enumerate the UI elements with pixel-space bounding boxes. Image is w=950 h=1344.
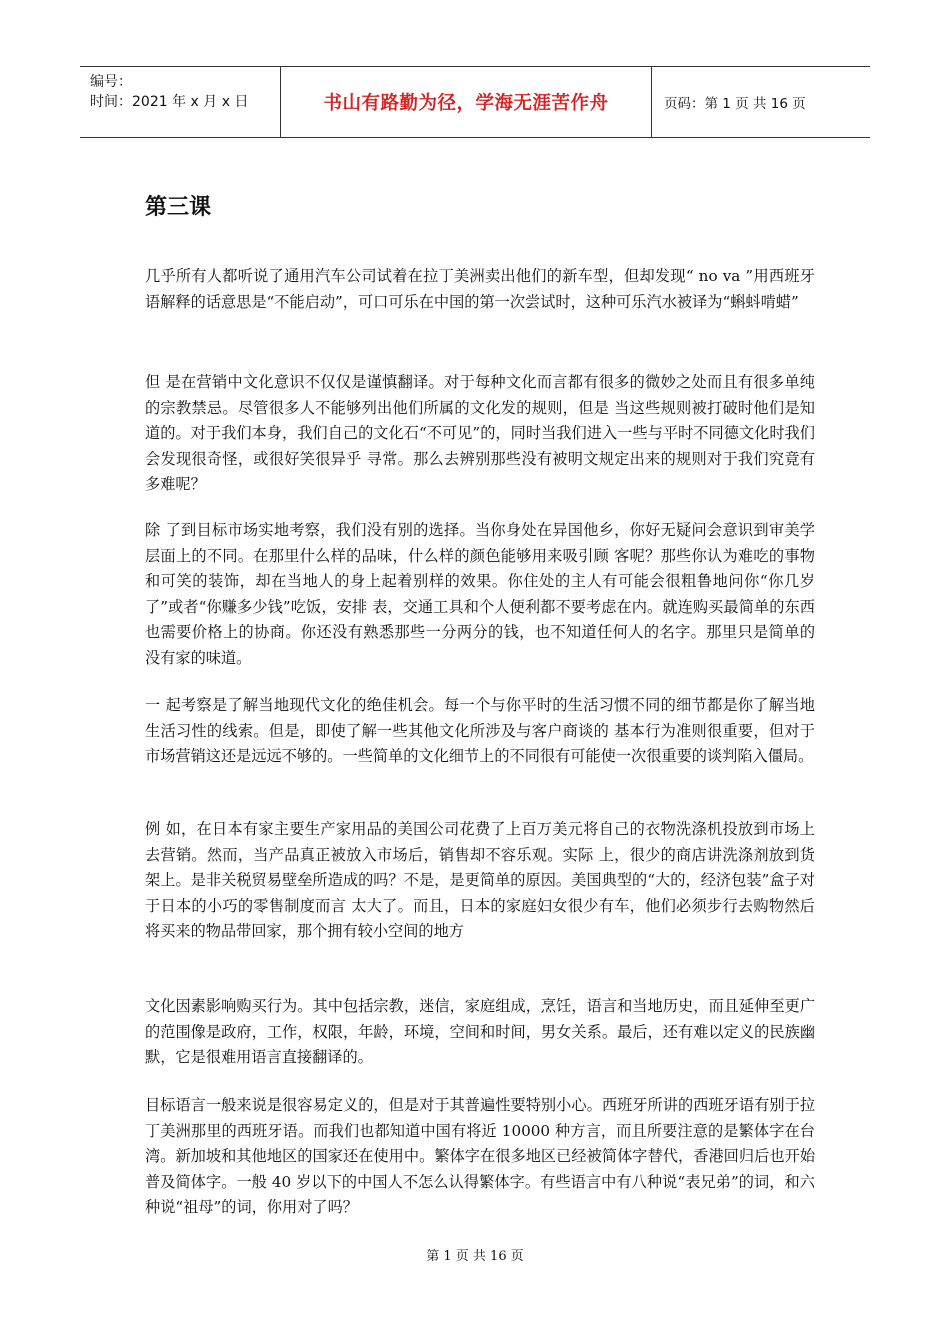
lesson-title: 第三课	[145, 195, 212, 220]
header-meta	[80, 67, 280, 137]
number-label: 编号：	[90, 74, 132, 90]
paragraph-7: 目标语言一般来说是很容易定义的，但是对于其普遍性要特别小心。西班牙所讲的西班牙语有别于拉丁美洲那里的西班牙语。而我们也都知道中国有将近 10000 种方言，而且所要注意的是繁体字在台湾。新加坡和其他地区的国家还在使用中。繁体字在很多地区已经被简体字替代，香港回归后也开始普及简体字。一般 40 岁以下的中国人不怎么认得繁体字。有些语言中有八种说“表兄弟”的词，和六种说“祖母”的词，你用对了吗？	[145, 1096, 815, 1216]
paragraph-4: 一 起考察是了解当地现代文化的绝佳机会。每一个与你平时的生活习惯不同的细节都是你了解当地生活习性的线索。但是，即使了解一些其他文化所涉及与客户商谈的 基本行为准则很重要，但对于市场营销这还是远远不够的。一些简单的文化细节上的不同很有可能使一次很重要的谈判陷入僵局。	[145, 696, 815, 765]
document-header	[80, 66, 870, 138]
paragraph-1: 几乎所有人都听说了通用汽车公司试着在拉丁美洲卖出他们的新车型，但却发现“ no va ”用西班牙语解释的话意思是“不能启动”，可口可乐在中国的第一次尝试时，这种可乐汽水被译为“蝌蚪啃蜡”	[145, 267, 815, 311]
paragraph-3: 除 了到目标市场实地考察，我们没有别的选择。当你身处在异国他乡，你好无疑问会意识到审美学层面上的不同。在那里什么样的品味，什么样的颜色能够用来吸引顾 客呢？那些你认为难吃的事物和可笑的装饰，却在当地人的身上起着别样的效果。你住处的主人有可能会很粗鲁地问你“你几岁了”或者“你赚多少钱”吃饭，安排 表，交通工具和个人便利都不要考虑在内。就连购买最简单的东西也需要价格上的协商。你还没有熟悉那些一分两分的钱，也不知道任何人的名字。那里只是简单的 没有家的味道。	[145, 521, 815, 667]
paragraph-6: 文化因素影响购买行为。其中包括宗教，迷信，家庭组成，烹饪，语言和当地历史，而且延伸至更广的范围像是政府，工作，权限，年龄，环境，空间和时间，男女关系。最后，还有难以定义的民族幽默，它是很难用语言直接翻译的。	[145, 997, 815, 1066]
header-motto: 书山有路勤为径，学海无涯苦作舟	[280, 67, 652, 137]
date-label: 时间：2021 年 x 月 x 日	[90, 94, 249, 110]
header-page-info: 页码：第 1 页 共 16 页	[664, 96, 806, 112]
paragraph-5: 例 如，在日本有家主要生产家用品的美国公司花费了上百万美元将自己的衣物洗涤机投放到市场上去营销。然而，当产品真正被放入市场后，销售却不容乐观。实际 上，很少的商店讲洗涤剂放到货架上。是非关税贸易壁垒所造成的吗？不是，是更简单的原因。美国典型的“大的，经济包装”盒子对于日本的小巧的零售制度而言 太大了。而且，日本的家庭妇女很少有车，他们必须步行去购物然后将买来的物品带回家，那个拥有较小空间的地方	[145, 820, 815, 940]
paragraph-2: 但 是在营销中文化意识不仅仅是谨慎翻译。对于每种文化而言都有很多的微妙之处而且有很多单纯的宗教禁忌。尽管很多人不能够列出他们所属的文化发的规则，但是 当这些规则被打破时他们是知道的。对于我们本身，我们自己的文化石“不可见”的，同时当我们进入一些与平时不同德文化时我们会发现很奇怪，或很好笑很异乎 寻常。那么去辨别那些没有被明文规定出来的规则对于我们究竟有多难呢？	[145, 373, 815, 493]
page-footer: 第 1 页 共 16 页	[426, 1249, 524, 1264]
